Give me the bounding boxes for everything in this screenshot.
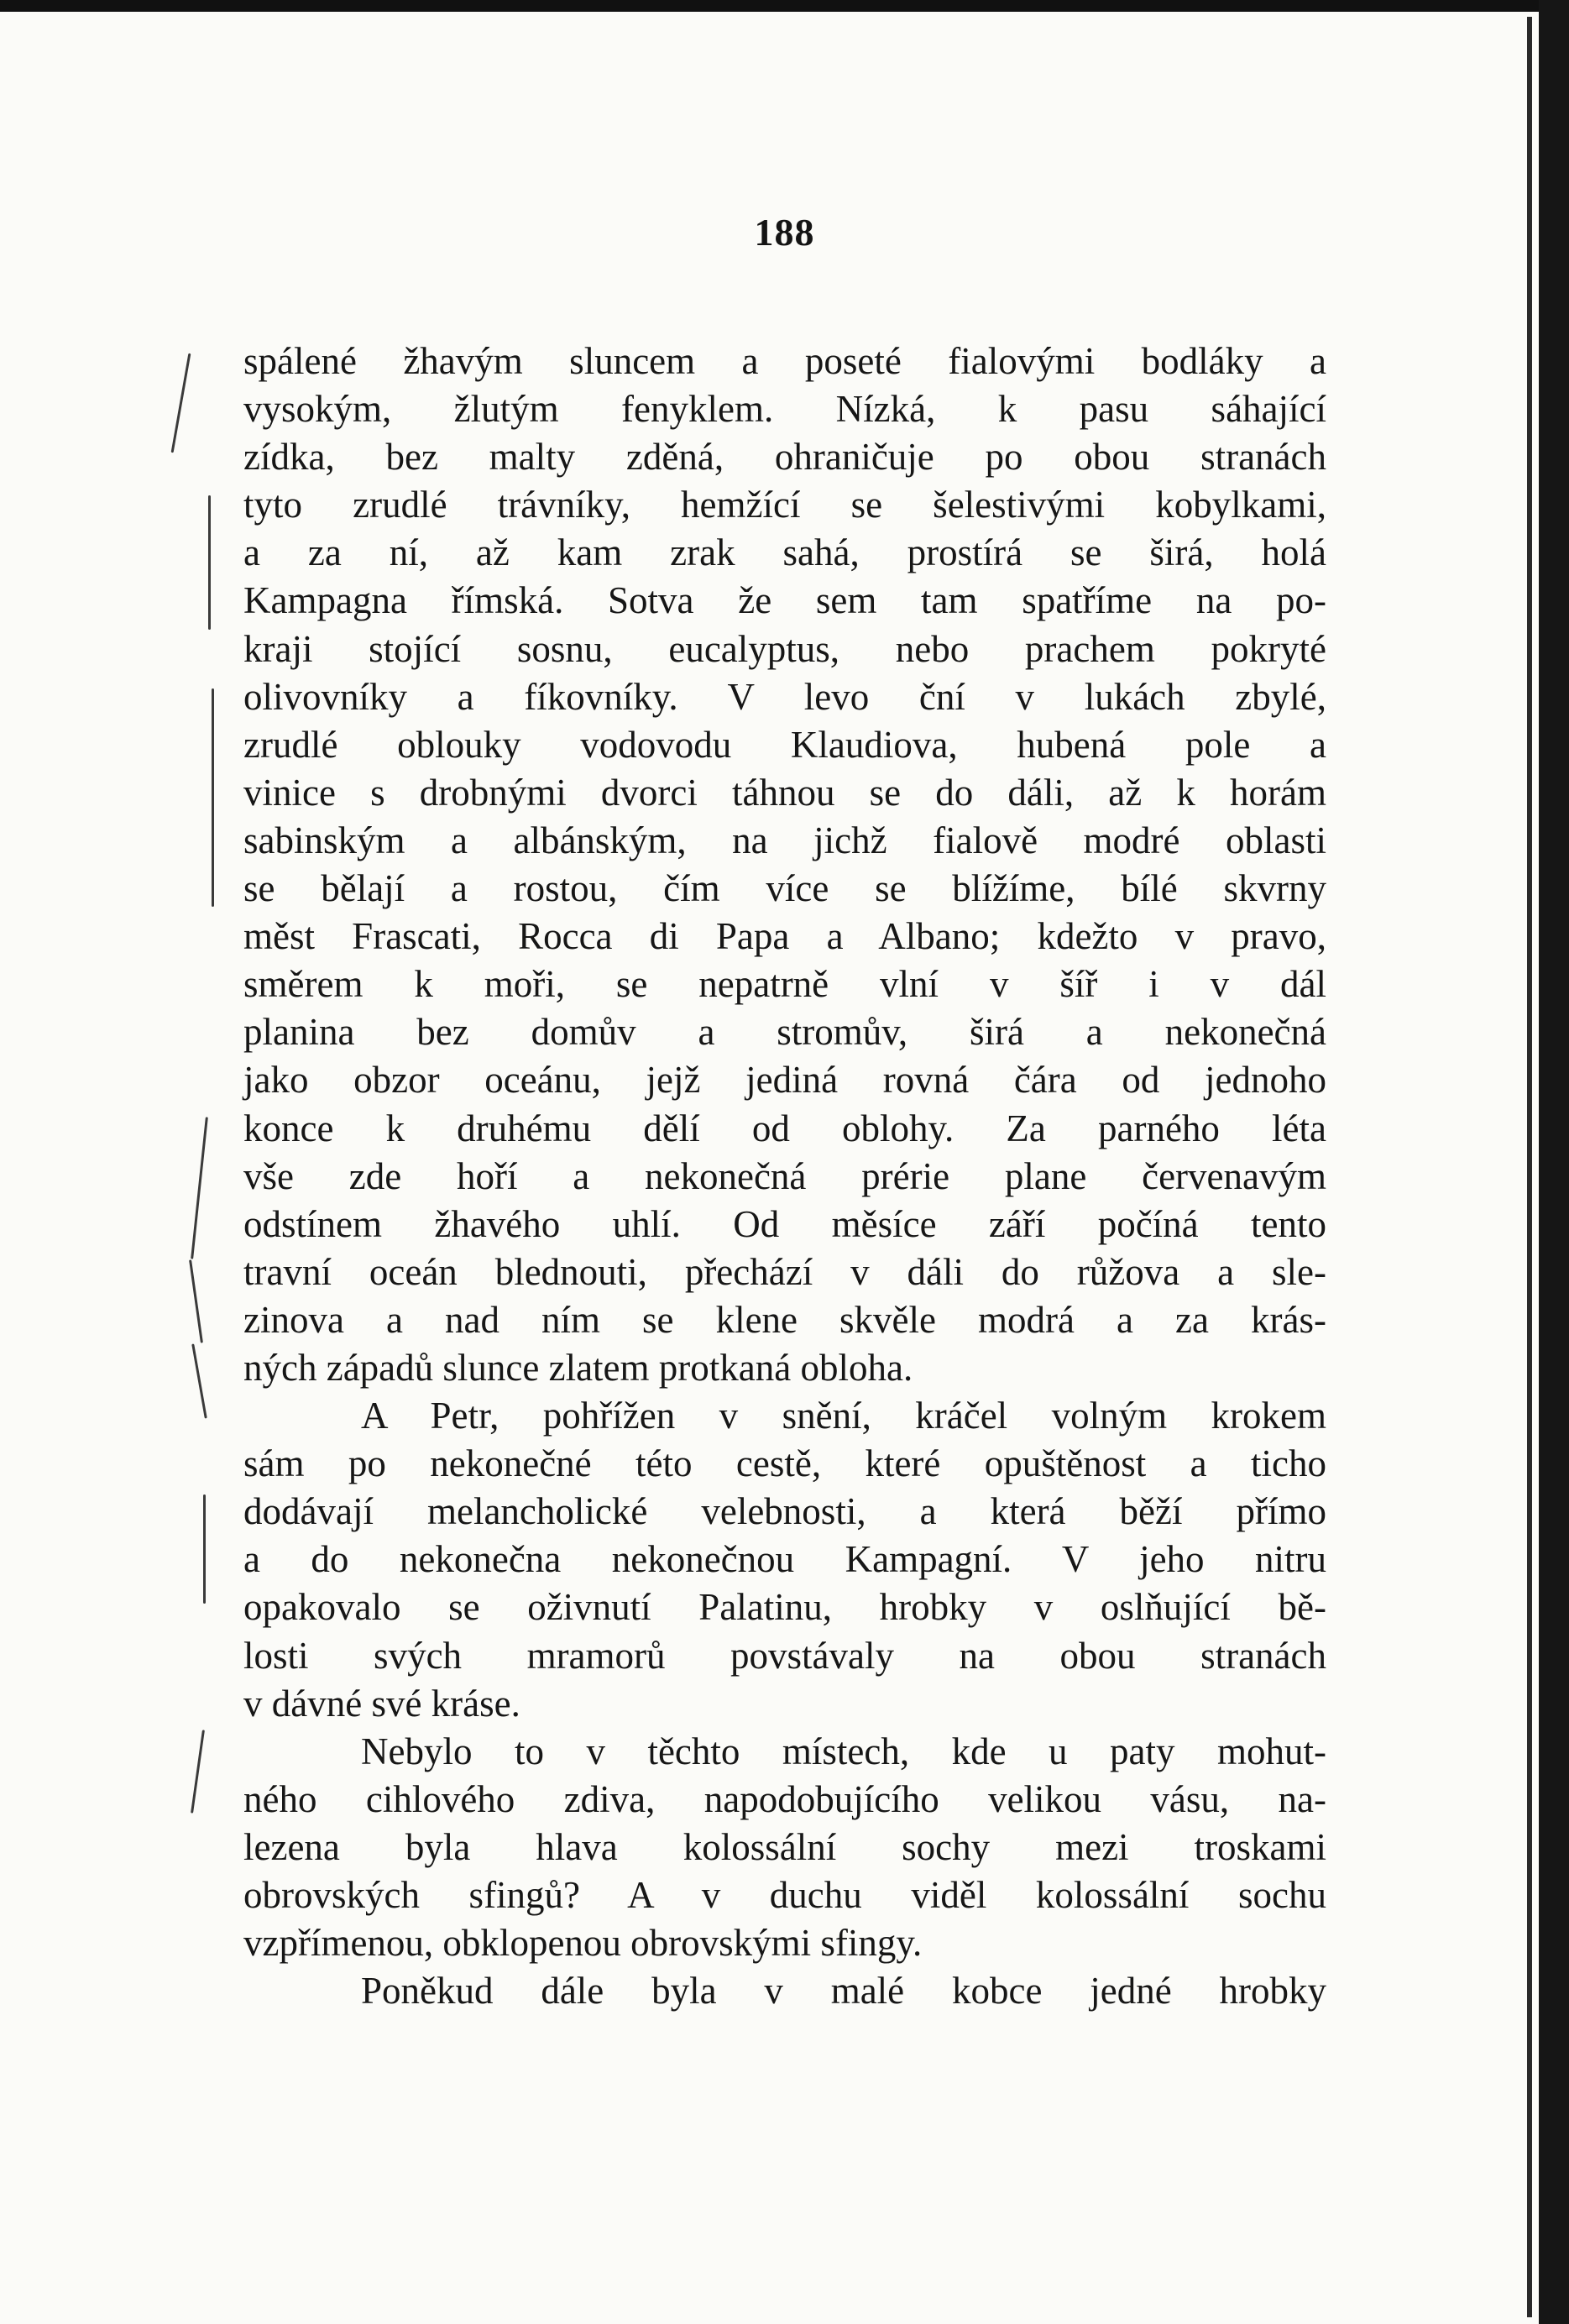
paragraph-first-line: Nebylo to v těchto místech, kde u paty mohut- — [361, 1730, 1326, 1772]
margin-pencil-mark — [191, 1343, 207, 1418]
margin-pencil-mark — [191, 1117, 208, 1259]
margin-pencil-mark — [189, 1259, 203, 1343]
margin-pencil-mark — [208, 495, 211, 630]
text-line: vysokým, žlutým fenyklem. Nízká, k pasu sáhající — [243, 388, 1326, 431]
text-line: se bělají a rostou, čím více se blížíme, bílé skvrny — [243, 867, 1326, 910]
text-line: ného cihlového zdiva, napodobujícího velikou vásu, na- — [243, 1777, 1326, 1820]
text-line: obrovských sfingů? A v duchu viděl kolossální sochu — [243, 1874, 1326, 1916]
text-line: odstínem žhavého uhlí. Od měsíce září počíná tento — [243, 1202, 1326, 1245]
text-line: a do nekonečna nekonečnou Kampagní. V jeho nitru — [243, 1538, 1326, 1581]
text-line: ných západů slunce zlatem protkaná obloha. — [243, 1346, 913, 1389]
margin-pencil-mark — [203, 1494, 206, 1604]
scan-binding-line — [1527, 17, 1532, 2317]
page-number: 188 — [754, 211, 815, 254]
text-line: olivovníky a fíkovníky. V levo ční v lukách zbylé, — [243, 675, 1326, 718]
text-line: Kampagna římská. Sotva že sem tam spatříme na po- — [243, 579, 1326, 622]
text-line: dodávají melancholické velebnosti, a která běží přímo — [243, 1490, 1326, 1533]
text-line: losti svých mramorů povstávaly na obou stranách — [243, 1634, 1326, 1677]
text-line: zídka, bez malty zděná, ohraničuje po obou stranách — [243, 436, 1326, 479]
text-line: jako obzor oceánu, jejž jediná rovná čára od jednoho — [243, 1059, 1326, 1102]
text-line: vinice s drobnými dvorci táhnou se do dáli, až k horám — [243, 771, 1326, 814]
body-text — [243, 338, 1326, 2015]
text-line: kraji stojící sosnu, eucalyptus, nebo prachem pokryté — [243, 627, 1326, 670]
text-line: měst Frascati, Rocca di Papa a Albano; kdežto v pravo, — [243, 915, 1326, 958]
margin-pencil-mark — [212, 688, 214, 907]
text-line: a za ní, až kam zrak sahá, prostírá se širá, holá — [243, 531, 1326, 574]
text-line: konce k druhému dělí od oblohy. Za parného léta — [243, 1107, 1326, 1149]
margin-pencil-mark — [191, 1730, 205, 1813]
text-line: v dávné své kráse. — [243, 1682, 520, 1725]
scan-right-edge — [1539, 0, 1569, 2324]
text-line: opakovalo se oživnutí Palatinu, hrobky v oslňující bě- — [243, 1586, 1326, 1629]
margin-pencil-mark — [171, 353, 191, 453]
text-line: směrem k moři, se nepatrně vlní v šíř i v dál — [243, 963, 1326, 1006]
text-line: vše zde hoří a nekonečná prérie plane červenavým — [243, 1154, 1326, 1197]
text-line: lezena byla hlava kolossální sochy mezi troskami — [243, 1825, 1326, 1868]
text-line: zinova a nad ním se klene skvěle modrá a za krás- — [243, 1298, 1326, 1341]
text-line: spálené žhavým sluncem a poseté fialovými bodláky a — [243, 340, 1326, 382]
scan-top-edge — [0, 0, 1569, 12]
paragraph-first-line: A Petr, pohřížen v snění, kráčel volným krokem — [361, 1395, 1326, 1437]
paragraph-first-line: Poněkud dále byla v malé kobce jedné hrobky — [361, 1970, 1326, 2013]
text-line: sám po nekonečné této cestě, které opuštěnost a ticho — [243, 1442, 1326, 1485]
text-line: zrudlé oblouky vodovodu Klaudiova, hubená pole a — [243, 723, 1326, 766]
text-line: tyto zrudlé trávníky, hemžící se šelestivými kobylkami, — [243, 484, 1326, 526]
text-line: sabinským a albánským, na jichž fialově modré oblasti — [243, 819, 1326, 861]
text-line: vzpřímenou, obklopenou obrovskými sfingy. — [243, 1922, 923, 1965]
text-line: planina bez domův a stromův, širá a nekonečná — [243, 1011, 1326, 1054]
text-line: travní oceán blednouti, přechází v dáli do růžova a sle- — [243, 1250, 1326, 1293]
